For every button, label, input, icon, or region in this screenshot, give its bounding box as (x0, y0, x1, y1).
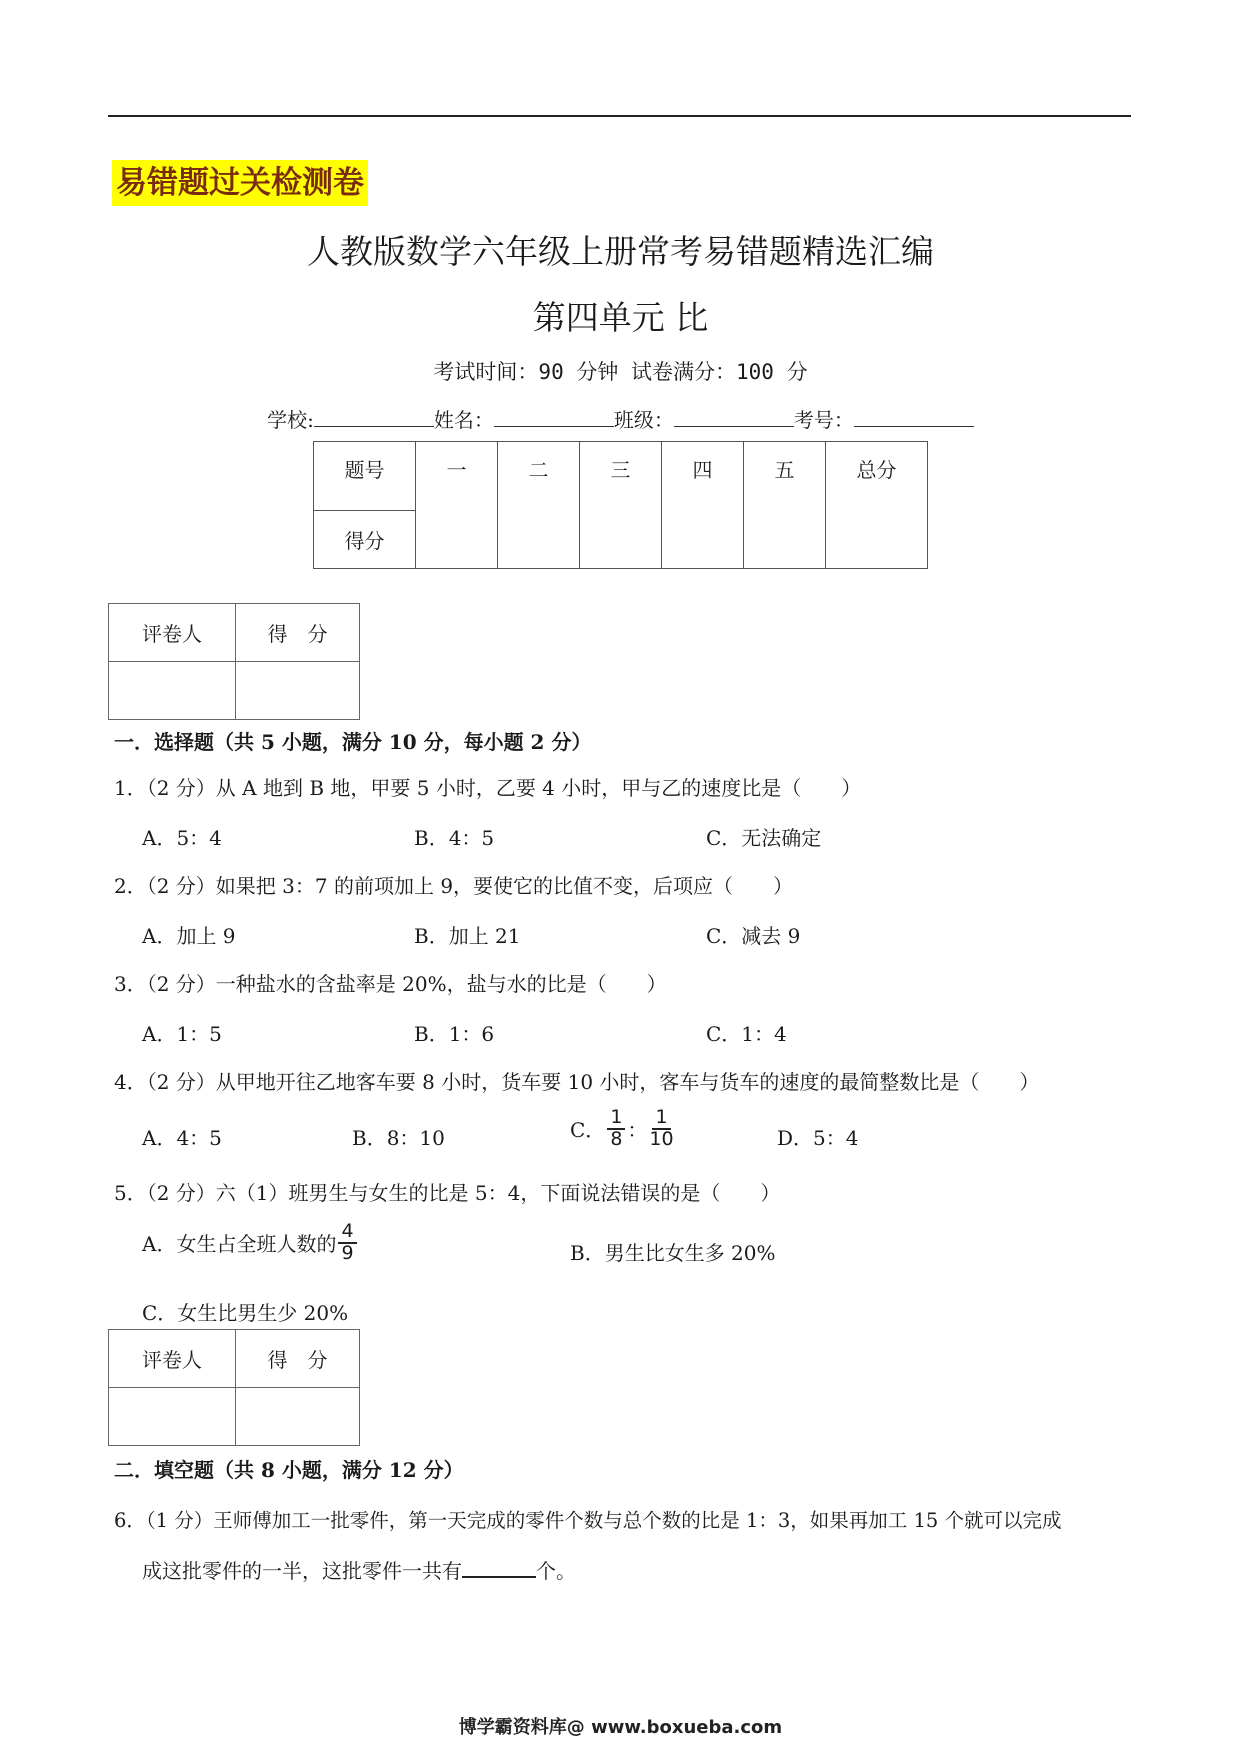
score-row-label: 得分 (314, 511, 416, 569)
frac-denominator: 9 (341, 1241, 354, 1264)
q1-option-a: A．5：4 (142, 826, 222, 850)
q5-option-b: B．男生比女生多 20% (570, 1241, 776, 1265)
q5-option-a (142, 1222, 359, 1264)
frac-numerator: 1 (607, 1108, 625, 1130)
q6-answer-blank[interactable] (462, 1558, 536, 1578)
header-rule (108, 115, 1131, 117)
name-label: 姓名： (433, 408, 494, 432)
student-info-fields (0, 404, 1241, 433)
class-label: 班级： (613, 408, 674, 432)
q2-option-b: B．加上 21 (414, 924, 521, 948)
page-title: 人教版数学六年级上册常考易错题精选汇编 (307, 232, 934, 271)
question-4: 4．（2 分）从甲地开往乙地客车要 8 小时，货车要 10 小时，客车与货车的速度的最简整数比是（ ） (114, 1070, 1040, 1094)
exam-no-label: 考号： (793, 408, 854, 432)
q1-option-c: C．无法确定 (706, 826, 822, 850)
question-5: 5．（2 分）六（1）班男生与女生的比是 5：4，下面说法错误的是（ ） (114, 1181, 781, 1205)
grader-box-2 (108, 1329, 360, 1446)
score-col-5: 五 (743, 442, 825, 569)
q3-option-a: A．1：5 (142, 1022, 222, 1046)
frac-numerator: 4 (338, 1222, 356, 1244)
question-6-line-1: 6．（1 分）王师傅加工一批零件，第一天完成的零件个数与总个数的比是 1：3，如果再加工 15 个就可以完成 (114, 1509, 1062, 1532)
score-col-2: 二 (497, 442, 579, 569)
score-col-1: 一 (415, 442, 497, 569)
question-3: 3．（2 分）一种盐水的含盐率是 20%，盐与水的比是（ ） (114, 972, 667, 996)
q5-option-c: C．女生比男生少 20% (142, 1301, 349, 1325)
q4-option-a: A．4：5 (142, 1126, 222, 1150)
score-table-header: 题号 (314, 442, 416, 511)
grader-label: 评卷人 (109, 604, 236, 662)
fraction-1-8 (607, 1108, 625, 1150)
question-6-line-2 (142, 1555, 576, 1584)
unit-title: 第四单元 比 (532, 298, 709, 337)
question-2: 2．（2 分）如果把 3：7 的前项加上 9，要使它的比值不变，后项应（ ） (114, 874, 794, 898)
grader-box-1 (108, 603, 360, 720)
section-2-heading: 二．填空题（共 8 小题，满分 12 分） (114, 1458, 464, 1482)
grader-score-label: 得 分 (236, 1330, 360, 1388)
fraction-4-9 (338, 1222, 356, 1264)
class-blank[interactable] (674, 408, 794, 427)
frac-numerator: 1 (652, 1108, 670, 1130)
section-1-heading: 一．选择题（共 5 小题，满分 10 分，每小题 2 分） (114, 730, 592, 754)
exam-type-badge: 易错题过关检测卷 (112, 160, 368, 206)
q1-option-b: B．4：5 (414, 826, 495, 850)
q4-option-b: B．8：10 (352, 1126, 445, 1150)
footer-watermark: 博学霸资料库@ www.boxueba.com (458, 1717, 783, 1738)
school-label: 学校: (267, 408, 314, 432)
ratio-colon: ： (627, 1118, 648, 1143)
exam-info: 考试时间：90 分钟 试卷满分：100 分 (433, 360, 808, 384)
grader-score-label: 得 分 (236, 604, 360, 662)
q2-option-a: A．加上 9 (142, 924, 236, 948)
frac-denominator: 8 (610, 1127, 623, 1150)
q6-unit: 个。 (536, 1559, 576, 1583)
q5-a-text: A．女生占全班人数的 (142, 1232, 337, 1257)
frac-denominator: 10 (649, 1127, 674, 1150)
school-blank[interactable] (314, 408, 434, 427)
q4-option-c (570, 1108, 676, 1150)
q4-option-d: D．5：4 (777, 1126, 859, 1150)
grader-label: 评卷人 (109, 1330, 236, 1388)
name-blank[interactable] (494, 408, 614, 427)
q4-c-prefix: C． (570, 1118, 606, 1143)
score-col-4: 四 (661, 442, 743, 569)
fraction-1-10 (649, 1108, 673, 1150)
grader-cell (109, 662, 236, 720)
q3-option-b: B．1：6 (414, 1022, 495, 1046)
q2-option-c: C．减去 9 (706, 924, 801, 948)
score-col-3: 三 (579, 442, 661, 569)
question-1: 1．（2 分）从 A 地到 B 地，甲要 5 小时，乙要 4 小时，甲与乙的速度比是（ ） (114, 776, 862, 800)
exam-no-blank[interactable] (854, 408, 974, 427)
grader-score-cell (236, 1388, 360, 1446)
grader-cell (109, 1388, 236, 1446)
score-table (313, 441, 928, 569)
score-col-total: 总分 (825, 442, 927, 569)
q6-text: 成这批零件的一半，这批零件一共有 (142, 1559, 462, 1583)
q3-option-c: C．1：4 (706, 1022, 787, 1046)
grader-score-cell (236, 662, 360, 720)
